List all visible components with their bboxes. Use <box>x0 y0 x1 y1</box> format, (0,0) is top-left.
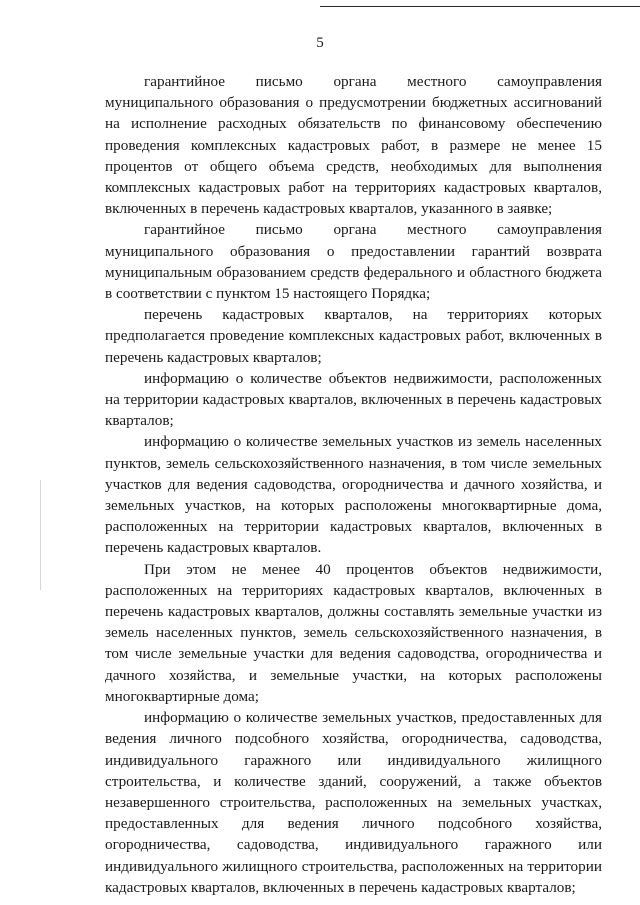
paragraph-private-plots-info: информацию о количестве земельных участков, предоставленных для ведения личного подсобного хозяйства, огородничества, садоводства, индивидуального гаражного или индивидуального жилищного строительства, и количестве зданий, сооружений, а также объектов незавершенного строительства, расположенных на земельных участках, предоставленных для ведения личного подсобного хозяйства, огородничества, садоводства, индивидуального гаражного или индивидуального жилищного строительства, расположенных на территории кадастровых кварталов, включенных в перечень кадастровых кварталов; <box>105 709 602 896</box>
document-body <box>105 71 602 898</box>
margin-scan-mark <box>40 480 41 590</box>
paragraph-quarter-list: перечень кадастровых кварталов, на территориях которых предполагается проведение комплексных кадастровых работ, включенных в перечень кадастровых кварталов; <box>105 306 602 366</box>
top-rule-line <box>320 6 640 7</box>
paragraph-land-plot-count: информацию о количестве земельных участков из земель населенных пунктов, земель сельскохозяйственного назначения, в том числе земельных участков для ведения садоводства, огородничества и дачного хозяйства, и земельных участков, на которых расположены многоквартирные дома, расположенных на территории кадастровых кварталов, включенных в перечень кадастровых кварталов. <box>105 433 602 557</box>
paragraph-guarantee-refund: гарантийное письмо органа местного самоуправления муниципального образования о предоставлении гарантий возврата муниципальным образованием средств федерального и областного бюджета в соответствии с пунктом 15 настоящего Порядка; <box>105 221 602 303</box>
paragraph-guarantee-budget: гарантийное письмо органа местного самоуправления муниципального образования о предусмотрении бюджетных ассигнований на исполнение расходных обязательств по финансовому обеспечению проведения комплексных кадастровых работ, в размере не менее 15 процентов от общего объема средств, необходимых для выполнения комплексных кадастровых работ на территориях кадастровых кварталов, включенных в перечень кадастровых кварталов, указанного в заявке; <box>105 73 602 218</box>
page-number: 5 <box>316 35 324 51</box>
paragraph-real-estate-count: информацию о количестве объектов недвижимости, расположенных на территории кадастровых кварталов, включенных в перечень кадастровых кварталов; <box>105 369 602 430</box>
paragraph-forty-percent-rule: При этом не менее 40 процентов объектов недвижимости, расположенных на территориях кадастровых кварталов, включенных в перечень кадастровых кварталов, должны составлять земельные участки из земель населенных пунктов, земель сельскохозяйственного назначения, в том числе земельные участки для ведения садоводства, огородничества и дачного хозяйства, и земельные участки, на которых расположены многоквартирные дома; <box>105 560 602 705</box>
